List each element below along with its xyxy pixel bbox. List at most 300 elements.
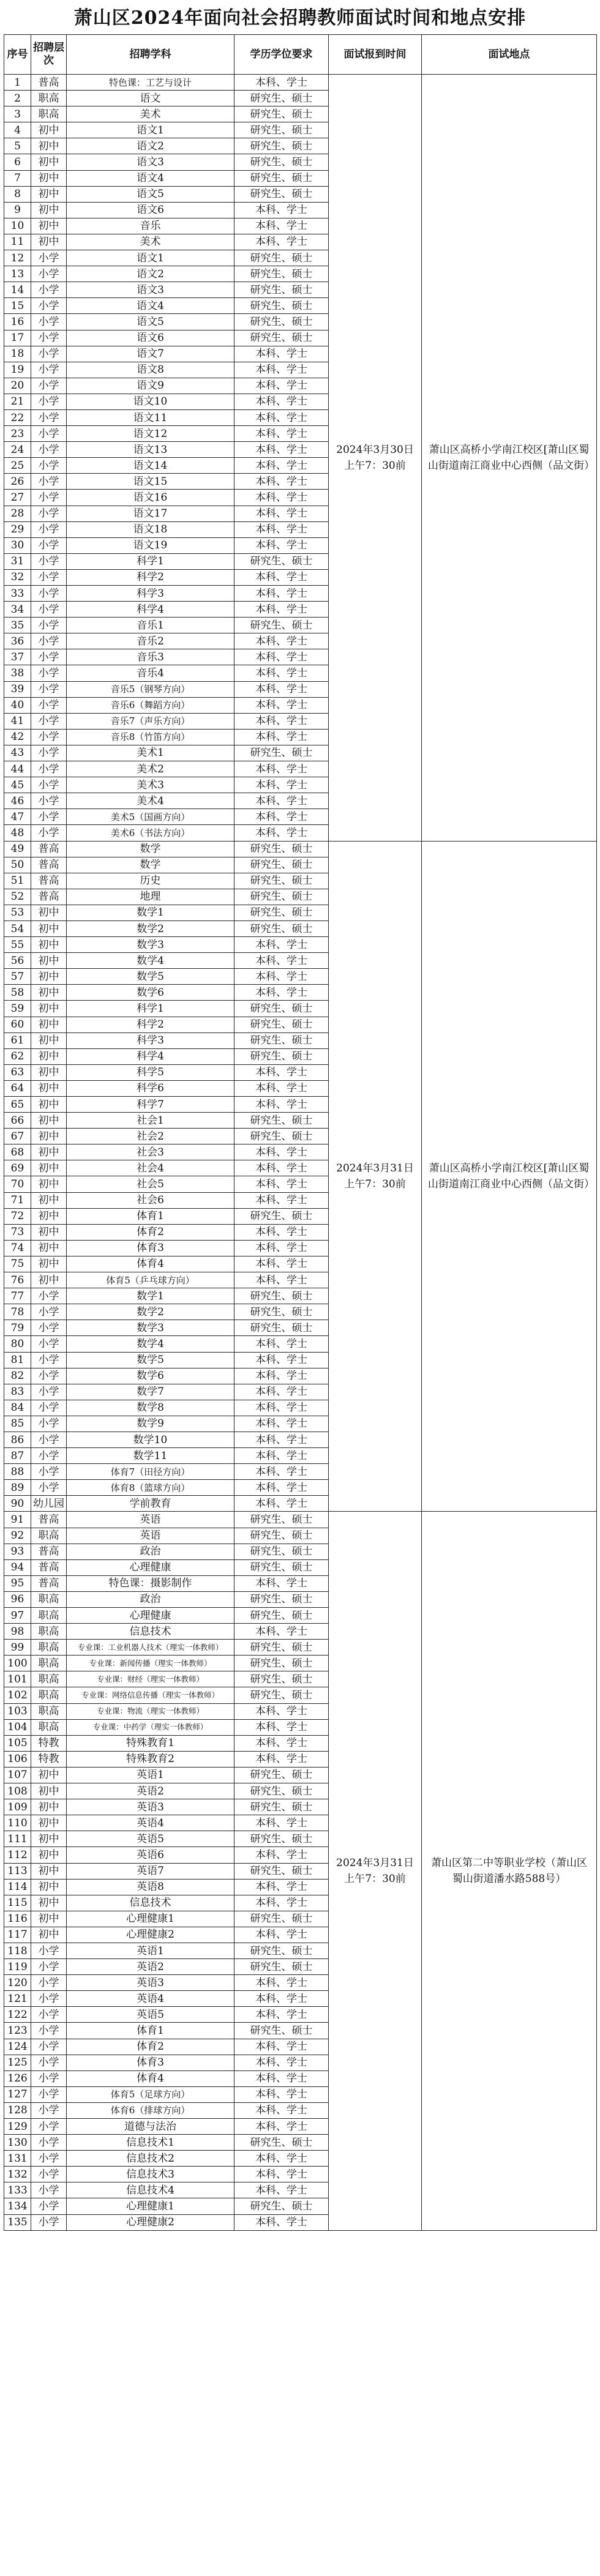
row-subject: 信息技术3 <box>67 2167 234 2182</box>
row-subject: 心理健康2 <box>67 2214 234 2230</box>
row-num: 121 <box>4 1991 31 2007</box>
row-subject: 社会2 <box>67 1129 234 1144</box>
row-degree: 本科、学士 <box>234 2119 329 2135</box>
row-num: 14 <box>4 282 31 298</box>
row-subject: 语文17 <box>67 506 234 521</box>
row-level: 初中 <box>31 1129 67 1144</box>
row-degree: 本科、学士 <box>234 234 329 250</box>
row-subject: 英语7 <box>67 1863 234 1879</box>
row-subject: 音乐5（钢琴方向） <box>67 681 234 697</box>
row-degree: 研究生、硕士 <box>234 1113 329 1129</box>
row-num: 76 <box>4 1272 31 1288</box>
row-subject: 语文2 <box>67 266 234 282</box>
row-num: 25 <box>4 458 31 474</box>
row-subject: 语文10 <box>67 394 234 409</box>
row-subject: 心理健康2 <box>67 1927 234 1943</box>
row-num: 84 <box>4 1400 31 1416</box>
row-degree: 研究生、硕士 <box>234 138 329 154</box>
row-level: 初中 <box>31 1256 67 1272</box>
row-num: 104 <box>4 1719 31 1735</box>
row-level: 小学 <box>31 809 67 825</box>
row-degree: 本科、学士 <box>234 953 329 969</box>
row-subject: 社会4 <box>67 1160 234 1176</box>
row-num: 75 <box>4 1256 31 1272</box>
row-degree: 本科、学士 <box>234 1097 329 1113</box>
row-degree: 本科、学士 <box>234 1144 329 1160</box>
row-level: 初中 <box>31 1799 67 1815</box>
row-subject: 信息技术4 <box>67 2182 234 2198</box>
row-degree: 研究生、硕士 <box>234 1943 329 1958</box>
row-num: 129 <box>4 2119 31 2135</box>
row-degree: 研究生、硕士 <box>234 1304 329 1320</box>
row-subject: 音乐8（竹笛方向） <box>67 729 234 745</box>
row-level: 初中 <box>31 920 67 936</box>
row-degree: 研究生、硕士 <box>234 1959 329 1975</box>
row-degree: 本科、学士 <box>234 1400 329 1416</box>
row-degree: 研究生、硕士 <box>234 2135 329 2151</box>
row-degree: 本科、学士 <box>234 1847 329 1863</box>
row-subject: 英语4 <box>67 1815 234 1831</box>
row-degree: 本科、学士 <box>234 2039 329 2055</box>
row-subject: 数学2 <box>67 920 234 936</box>
row-num: 101 <box>4 1671 31 1687</box>
row-num: 3 <box>4 106 31 122</box>
row-level: 小学 <box>31 2070 67 2086</box>
row-subject: 音乐6（舞蹈方向） <box>67 697 234 713</box>
row-degree: 本科、学士 <box>234 1240 329 1256</box>
row-num: 16 <box>4 314 31 330</box>
row-subject: 英语 <box>67 1512 234 1528</box>
row-subject: 历史 <box>67 873 234 889</box>
row-subject: 科学3 <box>67 586 234 602</box>
row-level: 初中 <box>31 1847 67 1863</box>
row-level: 普高 <box>31 889 67 905</box>
row-num: 82 <box>4 1368 31 1384</box>
row-subject: 体育7（田径方向） <box>67 1464 234 1480</box>
row-level: 初中 <box>31 1863 67 1879</box>
row-level: 初中 <box>31 138 67 154</box>
row-num: 72 <box>4 1208 31 1224</box>
row-num: 42 <box>4 729 31 745</box>
row-num: 115 <box>4 1895 31 1911</box>
interview-time: 2024年3月30日上午7：30前 <box>329 75 422 842</box>
row-num: 85 <box>4 1416 31 1432</box>
row-subject: 美术3 <box>67 777 234 793</box>
row-level: 职高 <box>31 1528 67 1544</box>
row-subject: 英语2 <box>67 1783 234 1799</box>
row-subject: 语文12 <box>67 426 234 442</box>
row-subject: 体育3 <box>67 1240 234 1256</box>
row-num: 108 <box>4 1783 31 1799</box>
row-num: 114 <box>4 1879 31 1895</box>
row-level: 小学 <box>31 729 67 745</box>
row-level: 普高 <box>31 857 67 873</box>
row-level: 初中 <box>31 1224 67 1240</box>
row-degree: 研究生、硕士 <box>234 889 329 905</box>
row-level: 小学 <box>31 793 67 809</box>
row-degree: 本科、学士 <box>234 2214 329 2230</box>
row-degree: 本科、学士 <box>234 1192 329 1208</box>
row-num: 67 <box>4 1129 31 1144</box>
row-level: 小学 <box>31 1432 67 1447</box>
header-degree: 学历学位要求 <box>234 35 329 75</box>
row-num: 47 <box>4 809 31 825</box>
row-degree: 本科、学士 <box>234 1927 329 1943</box>
row-degree: 研究生、硕士 <box>234 1032 329 1048</box>
row-level: 初中 <box>31 1879 67 1895</box>
row-num: 93 <box>4 1544 31 1559</box>
row-level: 小学 <box>31 681 67 697</box>
row-level: 职高 <box>31 1671 67 1687</box>
row-level: 小学 <box>31 761 67 777</box>
row-level: 特教 <box>31 1735 67 1751</box>
row-degree: 本科、学士 <box>234 1176 329 1192</box>
row-num: 13 <box>4 266 31 282</box>
row-level: 小学 <box>31 1991 67 2007</box>
row-degree: 研究生、硕士 <box>234 1544 329 1559</box>
row-level: 职高 <box>31 1719 67 1735</box>
row-degree: 本科、学士 <box>234 442 329 458</box>
row-subject: 数学4 <box>67 953 234 969</box>
row-num: 105 <box>4 1735 31 1751</box>
row-subject: 语文5 <box>67 314 234 330</box>
row-num: 34 <box>4 602 31 618</box>
row-num: 44 <box>4 761 31 777</box>
row-level: 小学 <box>31 442 67 458</box>
row-num: 80 <box>4 1336 31 1352</box>
row-degree: 本科、学士 <box>234 761 329 777</box>
row-subject: 语文15 <box>67 474 234 490</box>
row-degree: 本科、学士 <box>234 1080 329 1096</box>
row-degree: 研究生、硕士 <box>234 2023 329 2039</box>
row-num: 79 <box>4 1320 31 1336</box>
row-level: 小学 <box>31 2102 67 2118</box>
row-level: 初中 <box>31 1144 67 1160</box>
row-num: 126 <box>4 2070 31 2086</box>
row-num: 74 <box>4 1240 31 1256</box>
row-degree: 本科、学士 <box>234 521 329 537</box>
row-degree: 本科、学士 <box>234 394 329 409</box>
row-subject: 音乐1 <box>67 618 234 633</box>
row-level: 小学 <box>31 665 67 681</box>
row-degree: 本科、学士 <box>234 1368 329 1384</box>
row-degree: 本科、学士 <box>234 665 329 681</box>
row-degree: 本科、学士 <box>234 1352 329 1368</box>
row-level: 小学 <box>31 426 67 442</box>
row-num: 118 <box>4 1943 31 1958</box>
row-subject: 语文8 <box>67 362 234 378</box>
row-num: 11 <box>4 234 31 250</box>
row-num: 130 <box>4 2135 31 2151</box>
row-degree: 研究生、硕士 <box>234 841 329 857</box>
row-level: 小学 <box>31 602 67 618</box>
row-degree: 研究生、硕士 <box>234 1783 329 1799</box>
row-subject: 体育8（篮球方向） <box>67 1480 234 1496</box>
row-num: 106 <box>4 1751 31 1767</box>
row-subject: 英语2 <box>67 1959 234 1975</box>
row-subject: 数学 <box>67 857 234 873</box>
row-subject: 语文3 <box>67 282 234 298</box>
row-level: 小学 <box>31 777 67 793</box>
header-num: 序号 <box>4 35 31 75</box>
row-degree: 研究生、硕士 <box>234 745 329 761</box>
row-subject: 体育1 <box>67 1208 234 1224</box>
row-degree: 研究生、硕士 <box>234 186 329 202</box>
row-level: 初中 <box>31 1160 67 1176</box>
row-num: 92 <box>4 1528 31 1544</box>
row-degree: 本科、学士 <box>234 458 329 474</box>
row-level: 小学 <box>31 1448 67 1464</box>
row-degree: 本科、学士 <box>234 1464 329 1480</box>
row-degree: 本科、学士 <box>234 1224 329 1240</box>
row-num: 21 <box>4 394 31 409</box>
row-degree: 研究生、硕士 <box>234 1863 329 1879</box>
row-subject: 语文5 <box>67 186 234 202</box>
row-num: 71 <box>4 1192 31 1208</box>
row-subject: 科学7 <box>67 1097 234 1113</box>
row-degree: 研究生、硕士 <box>234 1512 329 1528</box>
row-num: 45 <box>4 777 31 793</box>
row-level: 职高 <box>31 91 67 106</box>
row-num: 107 <box>4 1767 31 1783</box>
row-num: 91 <box>4 1512 31 1528</box>
row-degree: 研究生、硕士 <box>234 873 329 889</box>
row-degree: 研究生、硕士 <box>234 154 329 170</box>
row-subject: 数学2 <box>67 1304 234 1320</box>
row-subject: 英语8 <box>67 1879 234 1895</box>
row-num: 19 <box>4 362 31 378</box>
row-num: 125 <box>4 2055 31 2070</box>
row-num: 23 <box>4 426 31 442</box>
row-degree: 研究生、硕士 <box>234 282 329 298</box>
schedule-table <box>4 34 597 2231</box>
row-num: 117 <box>4 1927 31 1943</box>
row-num: 53 <box>4 905 31 920</box>
row-subject: 语文14 <box>67 458 234 474</box>
row-level: 初中 <box>31 905 67 920</box>
row-num: 81 <box>4 1352 31 1368</box>
row-num: 133 <box>4 2182 31 2198</box>
row-degree: 本科、学士 <box>234 969 329 985</box>
row-degree: 本科、学士 <box>234 602 329 618</box>
row-num: 88 <box>4 1464 31 1480</box>
row-subject: 社会1 <box>67 1113 234 1129</box>
row-degree: 本科、学士 <box>234 490 329 506</box>
row-level: 初中 <box>31 1048 67 1064</box>
row-num: 116 <box>4 1911 31 1927</box>
row-subject: 语文6 <box>67 330 234 346</box>
row-num: 99 <box>4 1640 31 1656</box>
row-level: 初中 <box>31 1192 67 1208</box>
row-num: 59 <box>4 1001 31 1017</box>
row-subject: 科学3 <box>67 1032 234 1048</box>
row-num: 122 <box>4 2007 31 2023</box>
row-level: 小学 <box>31 1320 67 1336</box>
row-level: 初中 <box>31 985 67 1001</box>
row-num: 54 <box>4 920 31 936</box>
row-num: 12 <box>4 250 31 266</box>
row-subject: 英语6 <box>67 1847 234 1863</box>
row-degree: 研究生、硕士 <box>234 1001 329 1017</box>
row-degree: 本科、学士 <box>234 713 329 729</box>
header-place: 面试地点 <box>422 35 597 75</box>
row-num: 61 <box>4 1032 31 1048</box>
row-subject: 科学5 <box>67 1064 234 1080</box>
row-num: 113 <box>4 1863 31 1879</box>
interview-time: 2024年3月31日上午7：30前 <box>329 1512 422 2230</box>
row-degree: 本科、学士 <box>234 2151 329 2167</box>
row-degree: 本科、学士 <box>234 1815 329 1831</box>
row-level: 小学 <box>31 745 67 761</box>
row-degree: 研究生、硕士 <box>234 170 329 186</box>
table-header-row <box>4 35 597 75</box>
row-degree: 本科、学士 <box>234 569 329 585</box>
row-num: 110 <box>4 1815 31 1831</box>
row-degree: 本科、学士 <box>234 649 329 665</box>
row-degree: 本科、学士 <box>234 2055 329 2070</box>
row-num: 1 <box>4 75 31 91</box>
row-level: 职高 <box>31 1656 67 1671</box>
row-level: 小学 <box>31 618 67 633</box>
row-level: 初中 <box>31 1001 67 1017</box>
row-num: 73 <box>4 1224 31 1240</box>
interview-place: 萧山区第二中等职业学校（萧山区蜀山街道潘水路588号） <box>422 1512 597 2230</box>
row-degree: 研究生、硕士 <box>234 1129 329 1144</box>
row-subject: 体育5（乒乓球方向） <box>67 1272 234 1288</box>
row-level: 小学 <box>31 633 67 649</box>
row-subject: 美术 <box>67 106 234 122</box>
row-subject: 专业课：中药学（理实一体教师） <box>67 1719 234 1735</box>
row-subject: 语文6 <box>67 202 234 218</box>
row-subject: 英语5 <box>67 1831 234 1847</box>
row-subject: 数学1 <box>67 1288 234 1304</box>
row-degree: 本科、学士 <box>234 1416 329 1432</box>
row-degree: 本科、学士 <box>234 202 329 218</box>
interview-place: 萧山区高桥小学南江校区[萧山区蜀山街道南江商业中心西侧（品文街） <box>422 841 597 1512</box>
row-degree: 本科、学士 <box>234 937 329 953</box>
row-subject: 专业课：网络信息传播（理实一体教师） <box>67 1687 234 1703</box>
row-subject: 体育4 <box>67 2070 234 2086</box>
row-num: 69 <box>4 1160 31 1176</box>
row-num: 131 <box>4 2151 31 2167</box>
row-level: 初中 <box>31 1240 67 1256</box>
row-degree: 研究生、硕士 <box>234 1687 329 1703</box>
row-level: 职高 <box>31 106 67 122</box>
row-degree: 研究生、硕士 <box>234 1831 329 1847</box>
row-subject: 心理健康 <box>67 1608 234 1624</box>
row-num: 5 <box>4 138 31 154</box>
row-degree: 本科、学士 <box>234 1895 329 1911</box>
row-level: 普高 <box>31 1544 67 1559</box>
row-degree: 研究生、硕士 <box>234 122 329 138</box>
row-subject: 体育3 <box>67 2055 234 2070</box>
row-degree: 本科、学士 <box>234 1751 329 1767</box>
row-subject: 特殊教育1 <box>67 1735 234 1751</box>
row-num: 52 <box>4 889 31 905</box>
row-num: 46 <box>4 793 31 809</box>
row-level: 小学 <box>31 1384 67 1400</box>
row-num: 17 <box>4 330 31 346</box>
row-num: 119 <box>4 1959 31 1975</box>
row-level: 小学 <box>31 553 67 569</box>
row-degree: 本科、学士 <box>234 1336 329 1352</box>
row-level: 职高 <box>31 1640 67 1656</box>
row-level: 小学 <box>31 362 67 378</box>
row-level: 初中 <box>31 1895 67 1911</box>
row-subject: 语文19 <box>67 537 234 553</box>
row-subject: 音乐4 <box>67 665 234 681</box>
row-subject: 数学9 <box>67 1416 234 1432</box>
row-degree: 本科、学士 <box>234 474 329 490</box>
row-degree: 本科、学士 <box>234 2070 329 2086</box>
row-level: 初中 <box>31 1767 67 1783</box>
row-subject: 英语5 <box>67 2007 234 2023</box>
row-degree: 研究生、硕士 <box>234 920 329 936</box>
row-level: 小学 <box>31 1304 67 1320</box>
row-subject: 英语1 <box>67 1943 234 1958</box>
row-level: 小学 <box>31 409 67 425</box>
row-degree: 本科、学士 <box>234 1480 329 1496</box>
row-num: 132 <box>4 2167 31 2182</box>
row-level: 小学 <box>31 2023 67 2039</box>
row-level: 初中 <box>31 1831 67 1847</box>
row-subject: 英语3 <box>67 1975 234 1991</box>
row-subject: 音乐3 <box>67 649 234 665</box>
row-subject: 专业课：工业机器人技术（理实一体教师） <box>67 1640 234 1656</box>
row-degree: 研究生、硕士 <box>234 1608 329 1624</box>
row-level: 普高 <box>31 75 67 91</box>
row-level: 初中 <box>31 953 67 969</box>
row-num: 83 <box>4 1384 31 1400</box>
row-num: 96 <box>4 1591 31 1607</box>
row-subject: 语文4 <box>67 170 234 186</box>
row-num: 100 <box>4 1656 31 1671</box>
row-num: 31 <box>4 553 31 569</box>
row-num: 18 <box>4 346 31 362</box>
row-subject: 特色课：摄影制作 <box>67 1575 234 1591</box>
row-degree: 本科、学士 <box>234 362 329 378</box>
row-subject: 心理健康1 <box>67 2198 234 2214</box>
row-subject: 信息技术2 <box>67 2151 234 2167</box>
row-degree: 本科、学士 <box>234 1064 329 1080</box>
row-subject: 语文3 <box>67 154 234 170</box>
table-body <box>4 75 597 2231</box>
row-subject: 美术4 <box>67 793 234 809</box>
row-num: 86 <box>4 1432 31 1447</box>
row-degree: 研究生、硕士 <box>234 266 329 282</box>
row-subject: 英语 <box>67 1528 234 1544</box>
row-degree: 本科、学士 <box>234 1256 329 1272</box>
row-level: 小学 <box>31 474 67 490</box>
row-num: 27 <box>4 490 31 506</box>
row-subject: 美术2 <box>67 761 234 777</box>
row-degree: 本科、学士 <box>234 426 329 442</box>
row-num: 43 <box>4 745 31 761</box>
row-degree: 本科、学士 <box>234 1879 329 1895</box>
row-subject: 体育2 <box>67 1224 234 1240</box>
row-degree: 研究生、硕士 <box>234 1320 329 1336</box>
row-degree: 研究生、硕士 <box>234 2198 329 2214</box>
row-degree: 研究生、硕士 <box>234 553 329 569</box>
row-degree: 本科、学士 <box>234 1975 329 1991</box>
row-subject: 学前教育 <box>67 1496 234 1512</box>
row-subject: 政治 <box>67 1591 234 1607</box>
row-num: 22 <box>4 409 31 425</box>
row-num: 89 <box>4 1480 31 1496</box>
row-degree: 本科、学士 <box>234 1991 329 2007</box>
row-num: 111 <box>4 1831 31 1847</box>
row-subject: 语文1 <box>67 122 234 138</box>
